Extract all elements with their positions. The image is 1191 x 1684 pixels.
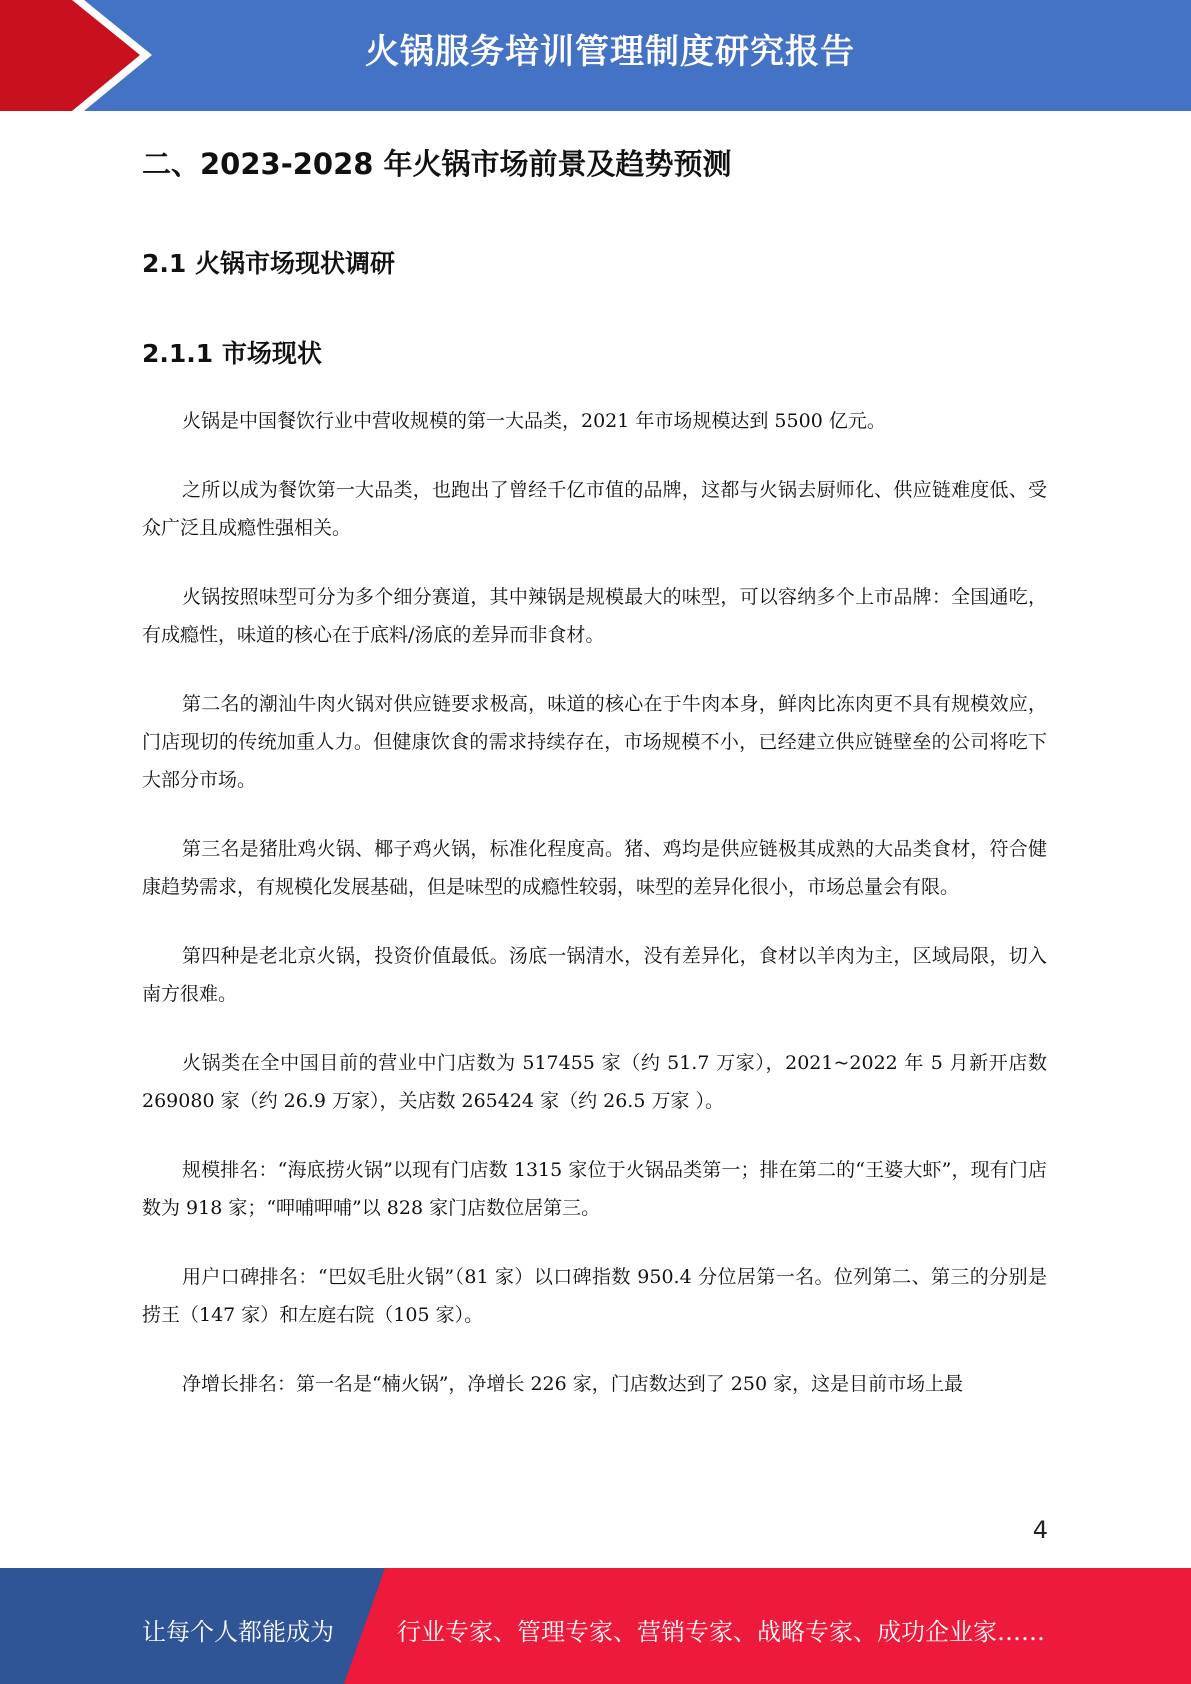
paragraph: 火锅类在全中国目前的营业中门店数为 517455 家（约 51.7 万家），2021~2022 年 5 月新开店数 269080 家（约 26.9 万家），关店数 265424 家（约 26.5 万家 ）。 — [142, 1052, 1047, 1112]
header-arrow-icon — [0, 0, 140, 111]
subsection-heading: 2.1.1 市场现状 — [142, 339, 322, 368]
paragraph: 规模排名：“海底捞火锅”以现有门店数 1315 家位于火锅品类第一；排在第二的“王婆大虾”，现有门店数为 918 家；“呷哺呷哺”以 828 家门店数位居第三。 — [142, 1159, 1047, 1219]
footer-slogan-left: 让每个人都能成为 — [142, 1618, 334, 1646]
paragraph: 用户口碑排名：“巴奴毛肚火锅”（81 家）以口碑指数 950.4 分位居第一名。位列第二、第三的分别是捞王（147 家）和左庭右院（105 家）。 — [142, 1266, 1047, 1326]
page-header — [0, 0, 1191, 111]
paragraph: 净增长排名：第一名是“楠火锅”，净增长 226 家，门店数达到了 250 家，这是目前市场上最 — [182, 1373, 964, 1395]
chapter-heading: 二、2023-2028 年火锅市场前景及趋势预测 — [142, 147, 732, 181]
paragraph: 之所以成为餐饮第一大品类，也跑出了曾经千亿市值的品牌，这都与火锅去厨师化、供应链难度低、受众广泛且成瘾性强相关。 — [142, 479, 1047, 539]
document-body — [142, 130, 1047, 1403]
page-footer — [0, 1568, 1191, 1684]
paragraph: 第三名是猪肚鸡火锅、椰子鸡火锅，标准化程度高。猪、鸡均是供应链极其成熟的大品类食材，符合健康趋势需求，有规模化发展基础，但是味型的成瘾性较弱，味型的差异化很小，市场总量会有限。 — [142, 838, 1047, 898]
section-heading: 2.1 火锅市场现状调研 — [142, 249, 395, 278]
paragraph: 火锅按照味型可分为多个细分赛道，其中辣锅是规模最大的味型，可以容纳多个上市品牌：全国通吃，有成瘾性，味道的核心在于底料/汤底的差异而非食材。 — [142, 586, 1047, 646]
report-title: 火锅服务培训管理制度研究报告 — [365, 32, 855, 72]
paragraph: 第二名的潮汕牛肉火锅对供应链要求极高，味道的核心在于牛肉本身，鲜肉比冻肉更不具有规模效应，门店现切的传统加重人力。但健康饮食的需求持续存在，市场规模不小，已经建立供应链壁垒的公司将吃下大部分市场。 — [142, 693, 1047, 791]
paragraph: 火锅是中国餐饮行业中营收规模的第一大品类，2021 年市场规模达到 5500 亿元。 — [182, 410, 886, 432]
footer-slogan-right: 行业专家、管理专家、营销专家、战略专家、成功企业家…… — [397, 1618, 1045, 1646]
paragraph: 第四种是老北京火锅，投资价值最低。汤底一锅清水，没有差异化，食材以羊肉为主，区域局限，切入南方很难。 — [142, 945, 1047, 1005]
page-number: 4 — [1032, 1516, 1048, 1544]
